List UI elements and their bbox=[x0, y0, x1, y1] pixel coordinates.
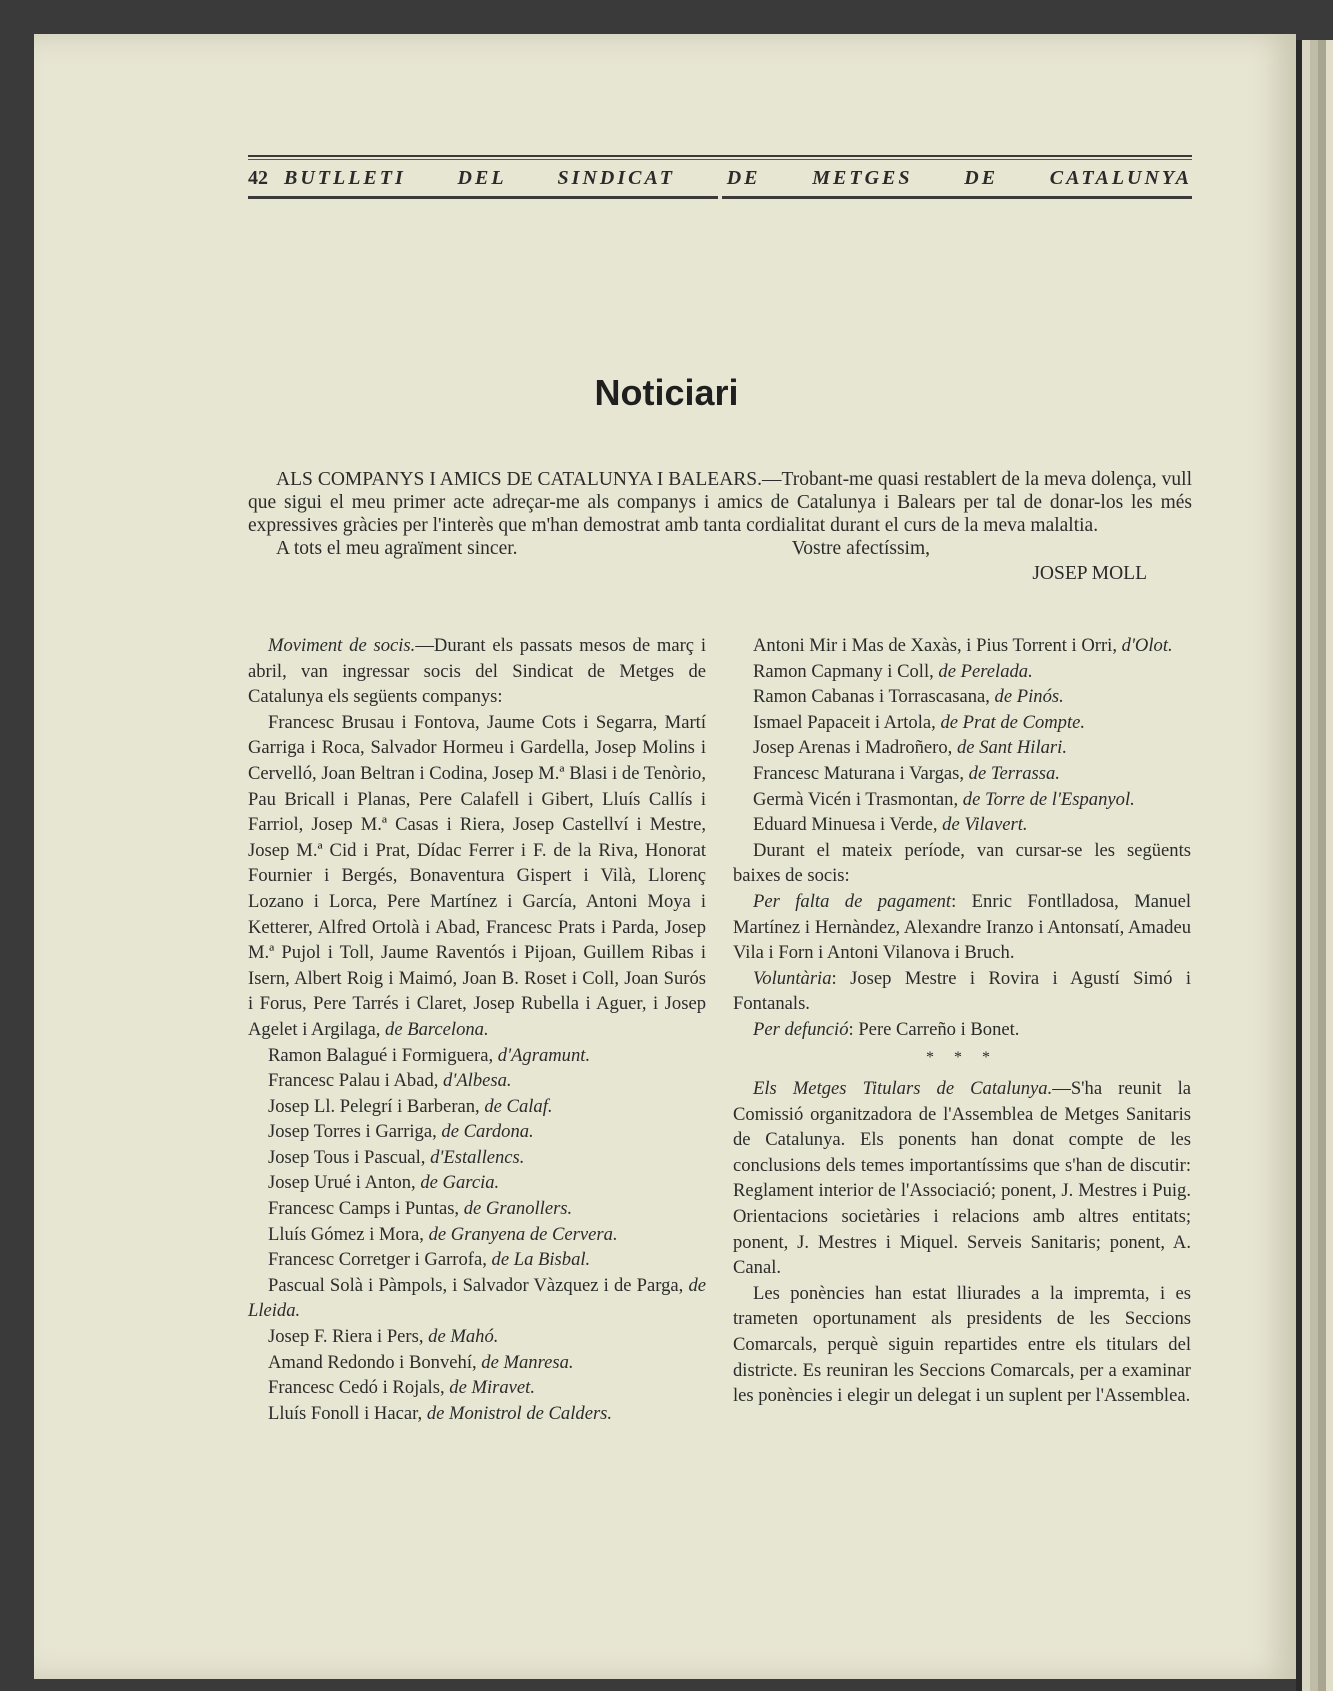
member-name: Eduard Minuesa i Verde, bbox=[753, 814, 943, 836]
member-place: de Sant Hilari. bbox=[956, 737, 1067, 759]
member-name: Francesc Corretger i Garrofa, bbox=[268, 1249, 492, 1271]
member-entry bbox=[248, 1350, 706, 1376]
member-place: d'Agramunt. bbox=[497, 1044, 591, 1066]
member-name: Antoni Mir i Mas de Xaxàs, i Pius Torrent i Orri, bbox=[753, 635, 1122, 656]
member-place: de Calaf. bbox=[484, 1095, 553, 1117]
member-place: de La Bisbal. bbox=[491, 1249, 591, 1271]
member-place: de Mahó. bbox=[428, 1326, 499, 1348]
moviment-socis-heading: Moviment de socis. bbox=[268, 635, 416, 656]
notice-block bbox=[248, 468, 1192, 585]
baixa-label: Per defunció bbox=[753, 1018, 849, 1040]
member-name: Ramon Cabanas i Torrascasana, bbox=[753, 686, 995, 708]
member-place: de Miravet. bbox=[449, 1377, 535, 1399]
member-name: Lluís Gómez i Mora, bbox=[268, 1223, 429, 1245]
member-name: Josep Torres i Garriga, bbox=[268, 1121, 442, 1143]
member-name: Josep Tous i Pascual, bbox=[268, 1146, 431, 1168]
member-entry bbox=[248, 1222, 706, 1248]
header-rule-bottom bbox=[248, 196, 1192, 199]
baixa-label: Per falta de pagament bbox=[753, 890, 952, 912]
member-name: Josep Urué i Anton, bbox=[268, 1172, 421, 1194]
member-entry bbox=[248, 1145, 706, 1171]
section-title: Noticiari bbox=[594, 372, 739, 413]
member-name: Ramon Capmany i Coll, bbox=[753, 660, 939, 682]
member-entry bbox=[733, 761, 1191, 787]
moviment-socis-text: —Durant els passats mesos de març i abril, van ingressar socis del Sindicat de Metges de Catalunya els següents companys: bbox=[248, 635, 707, 708]
member-name: Francesc Camps i Puntas, bbox=[268, 1198, 464, 1220]
section-separator: * * * bbox=[926, 1048, 998, 1066]
member-name: Josep F. Riera i Pers, bbox=[268, 1326, 429, 1348]
member-place: de Perelada. bbox=[938, 660, 1033, 682]
member-name: Francesc Cedó i Rojals, bbox=[268, 1377, 450, 1399]
notice-text: ALS COMPANYS I AMICS DE CATALUNYA I BALEARS.—Trobant-me quasi restablert de la meva dolença, vull que sigui el meu primer acte adreçar-me als companys i amics de Catalunya i Balears per tal de donar-los les més expressives gràcies per l'interès que m'han demostrat amb tanta cordialitat durant el curs de la meva malaltia. bbox=[248, 469, 1192, 536]
barcelona-list: Francesc Brusau i Fontova, Jaume Cots i Segarra, Martí Garriga i Roca, Salvador Hormeu i Gardella, Josep Molins i Cervelló, Joan Beltran i Codina, Josep M.ª Blasi i de Tenòrio, Pau Bricall i Planas, Pere Calafell i Gibert, Lluís Callís i Farriol, Josep M.ª Casas i Riera, Josep Castellví i Mestre, Josep M.ª Cid i Prat, Dídac Ferrer i F. de la Riva, Honorat Fournier i Bergés, Bonaventura Gispert i Vilà, Llorenç Lozano i Lorca, Pere Martínez i García, Antoni Moya i Ketterer, Alfred Ortolà i Abad, Francesc Prats i Parda, Josep M.ª Pujol i Toll, Jaume Raventós i Pijoan, Guillem Ribas i Isern, Albert Roig i Maimó, Joan B. Roset i Coll, Joan Surós i Forus, Pere Tarrés i Claret, Josep Rubella i Aguer, i Josep Agelet i Argilaga, bbox=[248, 711, 706, 1040]
header-row bbox=[248, 160, 1192, 196]
member-place: de Torre de l'Espanyol. bbox=[962, 788, 1135, 810]
baixa-text: : Pere Carreño i Bonet. bbox=[848, 1018, 1020, 1040]
member-entry bbox=[733, 812, 1191, 838]
member-name: Pascual Solà i Pàmpols, i Salvador Vàzquez i de Parga, bbox=[268, 1274, 689, 1296]
running-header bbox=[248, 155, 1192, 199]
member-name: Francesc Palau i Abad, bbox=[268, 1070, 444, 1092]
baixa-text: : Enric Fontlladosa, Manuel Martínez i Hernàndez, Alexandre Iranzo i Antonsatí, Amadeu Vila i Forn i Antoni Vilanova i Bruch. bbox=[733, 890, 1192, 964]
titulars-paragraph bbox=[733, 1076, 1191, 1281]
member-place: de Pinós. bbox=[994, 686, 1064, 708]
notice-thanks: A tots el meu agraïment sincer. bbox=[276, 538, 518, 559]
member-name: Josep Ll. Pelegrí i Barberan, bbox=[268, 1095, 485, 1117]
page-edge bbox=[1296, 40, 1333, 1691]
member-place: d'Albesa. bbox=[443, 1070, 512, 1092]
notice-closing: Vostre afectíssim, bbox=[791, 538, 930, 559]
member-entry bbox=[733, 787, 1191, 813]
member-entry bbox=[733, 710, 1191, 736]
titulars-text: —S'ha reunit la Comissió organitzadora de l'Assemblea de Metges Sanitaris de Catalunya. Els ponents han donat compte de les conclusions dels temes importantíssims que s'han de discutir: Reglament interior de l'Associació; ponent, J. Mestres i Puig. Orientacions societàries i relacions amb altres entitats; ponent, J. Mestres i Miquel. Serveis Sanitaris; ponent, A. Canal. bbox=[733, 1078, 1191, 1279]
moviment-socis-paragraph bbox=[248, 633, 706, 710]
ponencies-paragraph: Les ponències han estat lliurades a la impremta, i es trameten oportunament als presidents de les Seccions Comarcals, perquè siguin repartides entre els titulars del districte. Es reuniran les Seccions Comarcals, per a examinar les ponències i elegir un delegat i un suplent per l'Assemblea. bbox=[733, 1282, 1191, 1407]
member-name: Josep Arenas i Madroñero, bbox=[753, 737, 957, 759]
member-place: de Prat de Compte. bbox=[940, 711, 1086, 733]
titulars-heading: Els Metges Titulars de Catalunya. bbox=[753, 1078, 1053, 1100]
baixa-text: : Josep Mestre i Rovira i Agustí Simó i Fontanals. bbox=[733, 967, 1191, 1015]
member-entry bbox=[248, 1196, 706, 1222]
member-place: de Granollers. bbox=[463, 1198, 573, 1220]
member-entry bbox=[248, 1043, 706, 1069]
member-place: de Monistrol de Calders. bbox=[426, 1402, 613, 1424]
member-place: d'Estallencs. bbox=[430, 1146, 525, 1168]
member-place: d'Olot. bbox=[1121, 635, 1173, 656]
member-entry bbox=[248, 1170, 706, 1196]
right-column bbox=[733, 633, 1191, 1409]
baixa-entry bbox=[733, 1017, 1191, 1043]
member-name: Ramon Balagué i Formiguera, bbox=[268, 1044, 498, 1066]
member-entry bbox=[733, 735, 1191, 761]
page-number: 42 bbox=[248, 166, 268, 189]
header-rule-top bbox=[248, 155, 1192, 157]
member-entry bbox=[248, 1068, 706, 1094]
left-column bbox=[248, 633, 706, 1426]
member-entry bbox=[733, 684, 1191, 710]
baixa-entry bbox=[733, 889, 1191, 966]
baixa-entry bbox=[733, 966, 1191, 1017]
member-entry bbox=[733, 659, 1191, 685]
member-place: de Lleida. bbox=[248, 1274, 706, 1322]
journal-title: BUTLLETI DEL SINDICAT DE METGES DE CATALUNYA bbox=[284, 166, 1192, 189]
member-name: Ismael Papaceit i Artola, bbox=[753, 711, 941, 733]
barcelona-place: de Barcelona. bbox=[385, 1018, 489, 1040]
member-name: Amand Redondo i Bonvehí, bbox=[268, 1351, 482, 1373]
barcelona-members bbox=[248, 710, 706, 1043]
member-entry bbox=[733, 633, 1191, 659]
member-entry bbox=[248, 1375, 706, 1401]
baixa-label: Voluntària bbox=[753, 967, 832, 989]
member-entry bbox=[248, 1273, 706, 1324]
member-place: de Terrassa. bbox=[968, 762, 1060, 784]
member-place: de Granyena de Cervera. bbox=[428, 1223, 618, 1245]
notice-signer: JOSEP MOLL bbox=[1032, 563, 1147, 584]
member-place: de Garcia. bbox=[420, 1172, 500, 1194]
member-place: de Vilavert. bbox=[942, 814, 1028, 836]
member-entry bbox=[248, 1401, 706, 1427]
member-name: Germà Vicén i Trasmontan, bbox=[753, 788, 963, 810]
member-place: de Manresa. bbox=[481, 1351, 574, 1373]
member-place: de Cardona. bbox=[441, 1121, 534, 1143]
member-entry bbox=[248, 1119, 706, 1145]
member-entry bbox=[248, 1094, 706, 1120]
member-name: Francesc Maturana i Vargas, bbox=[753, 762, 969, 784]
member-entry bbox=[248, 1324, 706, 1350]
member-entry bbox=[248, 1247, 706, 1273]
baixes-intro: Durant el mateix període, van cursar-se les següents baixes de socis: bbox=[733, 839, 1191, 887]
member-name: Lluís Fonoll i Hacar, bbox=[268, 1402, 427, 1424]
notice-closing-row bbox=[248, 537, 1192, 560]
